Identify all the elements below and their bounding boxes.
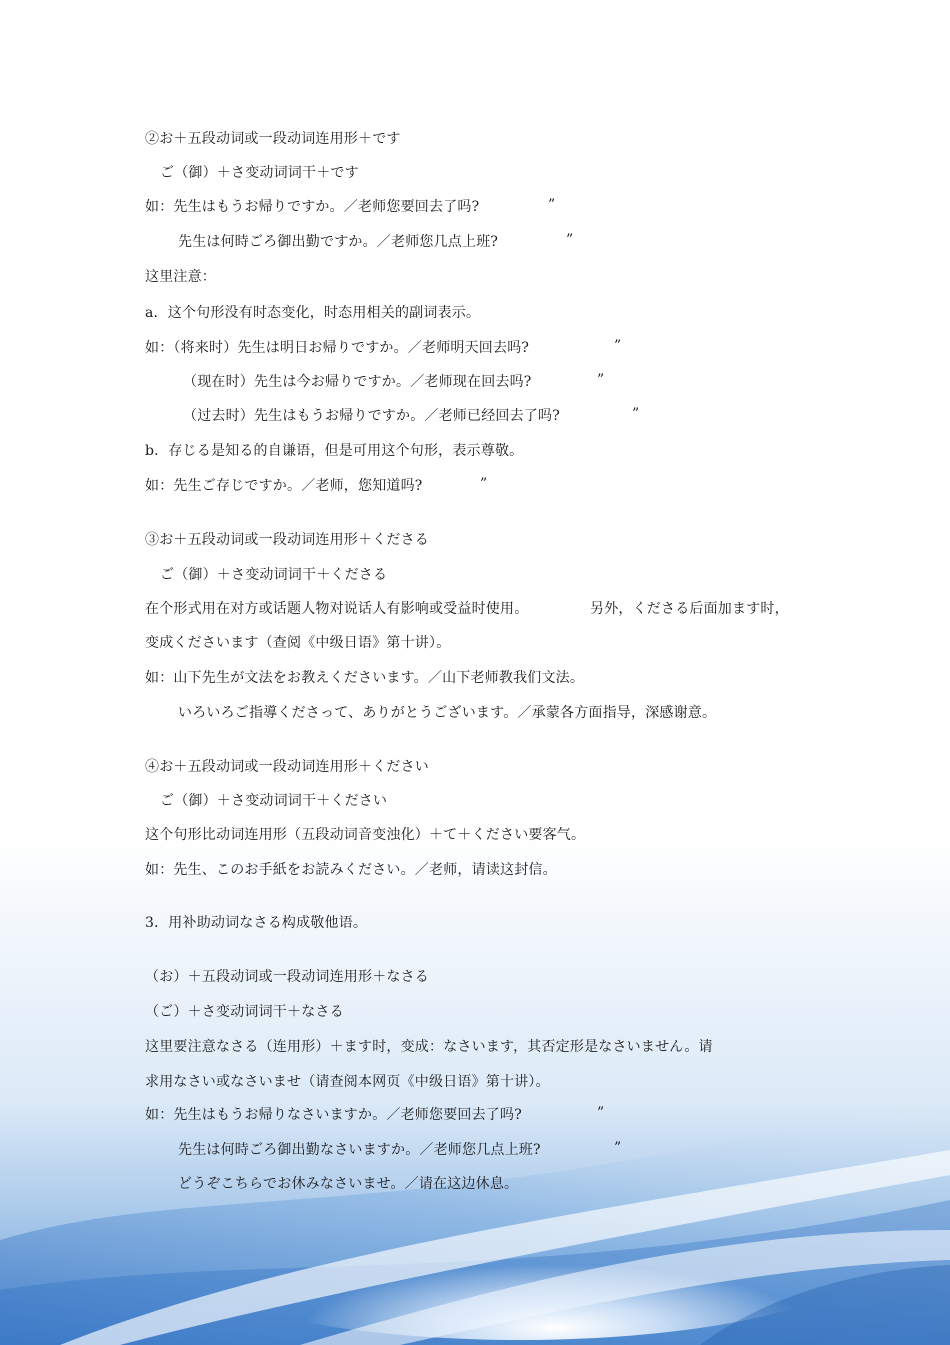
line-28: 先生は何時ごろ御出勤なさいますか。／老师您几点上班? — [178, 1142, 541, 1158]
line-6: a．这个句形没有时态变化，时态用相关的副词表示。 — [145, 305, 481, 321]
line-3: 如：先生はもうお帰りですか。／老师您要回去了吗? — [145, 199, 480, 215]
line-18: ④お＋五段动词或一段动词连用形＋ください — [145, 759, 429, 775]
line-29: どうぞこちらでお休みなさいませ。／请在这边休息。 — [178, 1176, 519, 1192]
line-15: 变成くださいます（查阅《中级日语》第十讲）。 — [145, 635, 451, 651]
line-24: （ご）＋さ变动词词干＋なさる — [145, 1004, 344, 1020]
line-13: ご（御）＋さ变动词词干＋くださる — [160, 567, 388, 583]
line-5: 这里注意： — [145, 269, 216, 285]
line-26: 求用なさい或なさいませ（请查阅本网页《中级日语》第十讲）。 — [145, 1074, 550, 1090]
quote-mark: ” — [597, 1105, 605, 1121]
line-14: 在个形式用在对方或话题人物对说话人有影响或受益时使用。 — [145, 601, 529, 617]
line-25: 这里要注意なさる（连用形）＋ます时，变成：なさいます，其否定形是なさいません。请 — [145, 1039, 713, 1055]
line-2: ご（御）＋さ变动词词干＋です — [160, 165, 359, 181]
quote-mark: ” — [614, 338, 622, 354]
line-11: 如：先生ご存じですか。／老师，您知道吗? — [145, 478, 423, 494]
line-21: 如：先生、このお手紙をお読みください。／老师，请读这封信。 — [145, 862, 557, 878]
line-12: ③お＋五段动词或一段动词连用形＋くださる — [145, 532, 429, 548]
line-19: ご（御）＋さ变动词词干＋ください — [160, 793, 388, 809]
quote-mark: ” — [480, 476, 488, 492]
line-23: （お）＋五段动词或一段动词连用形＋なさる — [145, 969, 429, 985]
line-7: 如：（将来时）先生は明日お帰りですか。／老师明天回去吗? — [145, 340, 530, 356]
quote-mark: ” — [566, 232, 574, 248]
quote-mark: ” — [597, 372, 605, 388]
line-1: ②お＋五段动词或一段动词连用形＋です — [145, 131, 401, 147]
line-4: 先生は何時ごろ御出勤ですか。／老师您几点上班? — [178, 234, 499, 250]
line-17: いろいろご指導くださって、ありがとうございます。／承蒙各方面指导，深感谢意。 — [178, 705, 717, 721]
quote-mark: ” — [632, 406, 640, 422]
quote-mark: ” — [548, 197, 556, 213]
line-22: 3．用补助动词なさる构成敬他语。 — [145, 915, 368, 931]
line-10: b．存じる是知る的自谦语，但是可用这个句形，表示尊敬。 — [145, 443, 524, 459]
line-8: （现在时）先生は今お帰りですか。／老师现在回去吗? — [183, 374, 532, 390]
quote-mark: ” — [614, 1140, 622, 1156]
line-27: 如：先生はもうお帰りなさいますか。／老师您要回去了吗? — [145, 1107, 522, 1123]
line-16: 如：山下先生が文法をお教えくださいます。／山下老师教我们文法。 — [145, 670, 585, 686]
line-9: （过去时）先生はもうお帰りですか。／老师已经回去了吗? — [183, 408, 560, 424]
line-14b: 另外，くださる后面加ます时， — [590, 601, 789, 617]
line-20: 这个句形比动词连用形（五段动词音变浊化）＋て＋ください要客气。 — [145, 827, 586, 843]
